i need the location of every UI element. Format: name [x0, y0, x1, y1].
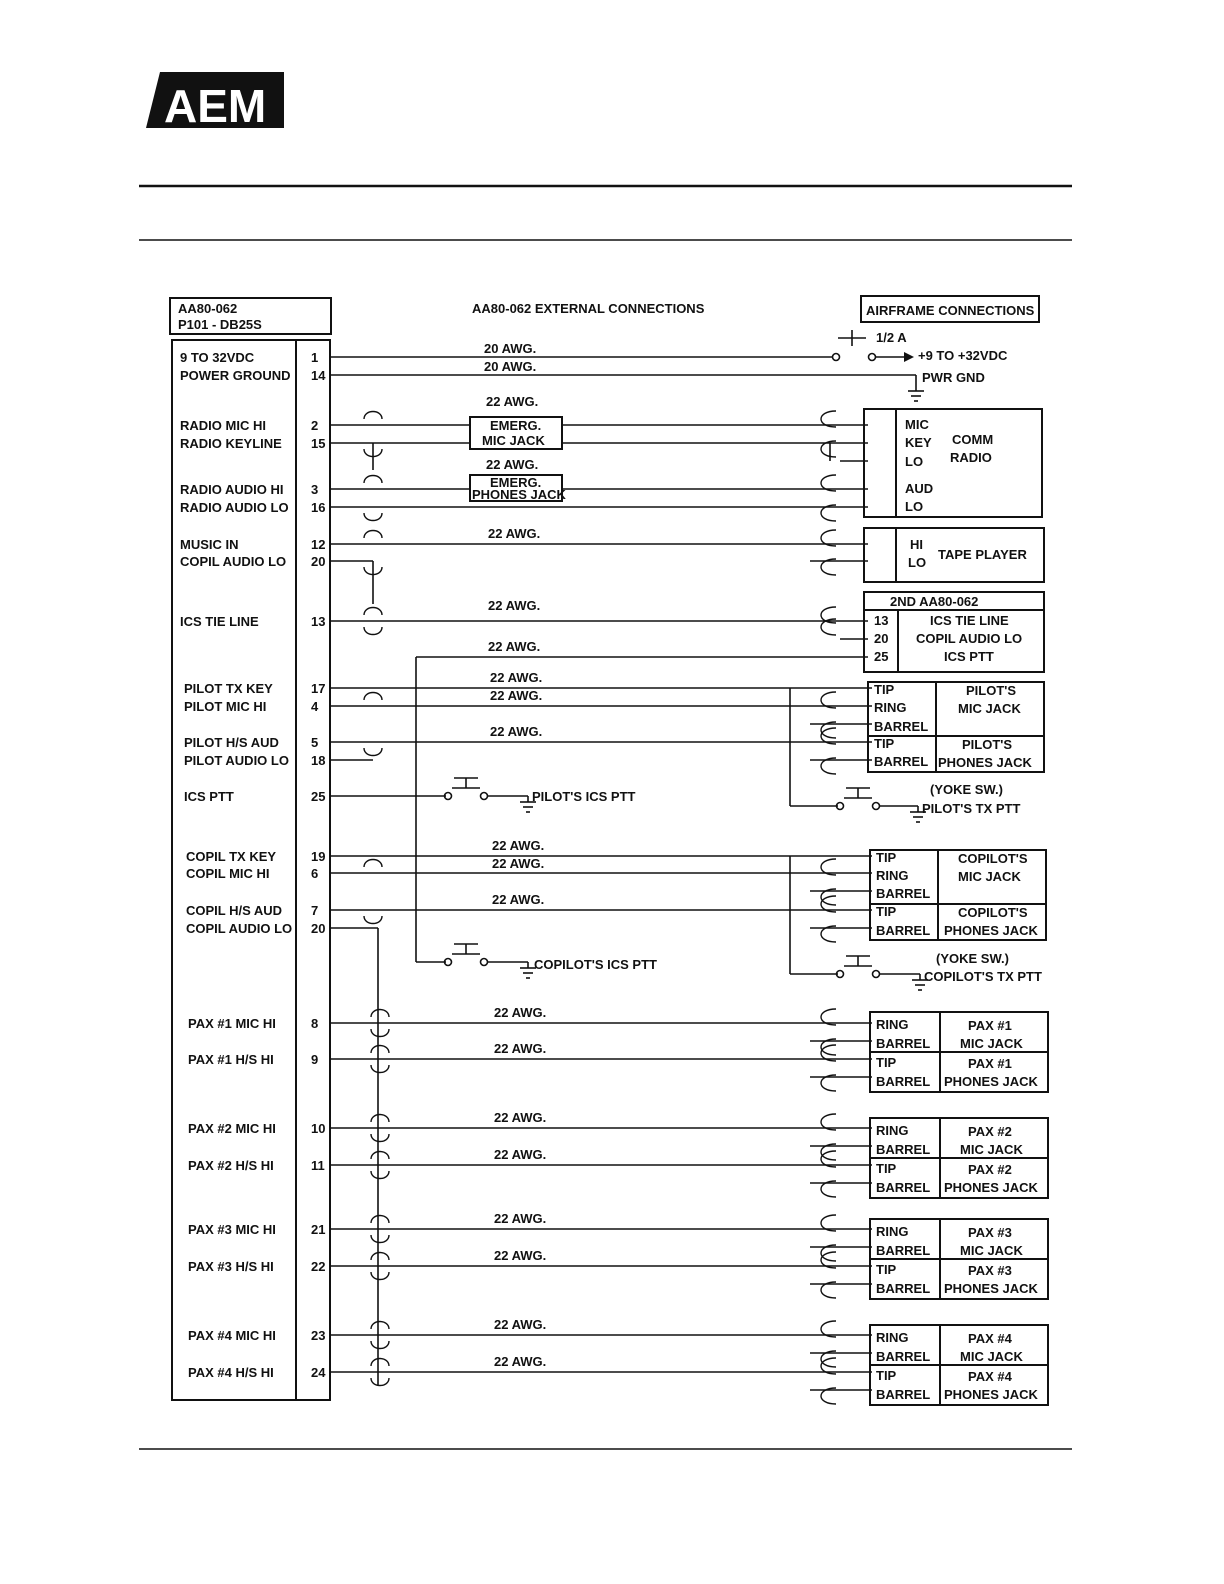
wiring	[330, 330, 1042, 1404]
pax-mic-pin: BARREL	[876, 1349, 931, 1364]
pax-phones-name: PHONES JACK	[944, 1281, 1038, 1296]
shield-right	[821, 1252, 836, 1298]
pax-phones-name: PAX #2	[968, 1162, 1012, 1177]
pax-mic-name: PAX #2	[968, 1124, 1012, 1139]
wire-gauge-label: 22 AWG.	[490, 724, 543, 739]
second-unit-pin: 13	[874, 613, 889, 628]
yoke-switch-copilot-icon	[837, 956, 880, 978]
pin-number: 7	[311, 903, 319, 918]
pin-number: 3	[311, 482, 319, 497]
pin-number: 6	[311, 866, 319, 881]
copilot-mic-pin: RING	[876, 868, 909, 883]
tape-pin: LO	[908, 555, 927, 570]
pin-label: PAX #2 H/S HI	[188, 1158, 274, 1173]
pin-number: 8	[311, 1016, 319, 1031]
tape-player-name: TAPE PLAYER	[938, 547, 1027, 562]
pin-label: PAX #4 H/S HI	[188, 1365, 274, 1380]
comm-radio-name: RADIO	[950, 450, 992, 465]
pin-label: RADIO MIC HI	[180, 418, 266, 433]
pilot-mic-pin: TIP	[874, 682, 895, 697]
pin-number: 4	[311, 699, 319, 714]
shield-right	[821, 530, 836, 575]
emerg-phones-label: EMERG.	[490, 475, 542, 490]
copilot-mic-pin: BARREL	[876, 886, 931, 901]
pilot-phone-name: PHONES JACK	[938, 755, 1032, 770]
airframe-devices	[470, 409, 1048, 1405]
wire-gauge-label: 20 AWG.	[484, 341, 537, 356]
pilot-mic-pin: RING	[874, 700, 907, 715]
pin-number: 22	[311, 1259, 326, 1274]
pin-label: RADIO KEYLINE	[180, 436, 282, 451]
arrow-icon	[904, 352, 914, 362]
shield-radio-audio	[364, 476, 382, 521]
pax-phones-name: PAX #4	[968, 1369, 1012, 1384]
power-out-label: +9 TO +32VDC	[918, 348, 1008, 363]
shield-right	[821, 859, 836, 905]
pax-phone-pin: TIP	[876, 1368, 897, 1383]
pax-mic-name: MIC JACK	[960, 1243, 1023, 1258]
wire-gauge-label: 22 AWG.	[488, 526, 541, 541]
wire-gauge-label: 22 AWG.	[492, 892, 545, 907]
pin-number: 10	[311, 1121, 326, 1136]
tape-pin: HI	[910, 537, 923, 552]
pin-label: PILOT TX KEY	[184, 681, 273, 696]
yoke-sw-label: (YOKE SW.)	[936, 951, 1009, 966]
wire-gauge-label: 22 AWG.	[490, 670, 543, 685]
wire-gauge-label: 22 AWG.	[494, 1211, 547, 1226]
pin-number: 11	[311, 1158, 325, 1173]
pin-label: ICS TIE LINE	[180, 614, 259, 629]
pilot-phone-pin: TIP	[874, 736, 895, 751]
pin-number: 20	[311, 554, 326, 569]
pin-number: 9	[311, 1052, 319, 1067]
connector-title-line-2: P101 - DB25S	[178, 317, 262, 332]
pax-mic-name: PAX #4	[968, 1331, 1012, 1346]
pin-label: RADIO AUDIO HI	[180, 482, 284, 497]
pax-mic-name: MIC JACK	[960, 1349, 1023, 1364]
wire-gauge-label: 22 AWG.	[488, 639, 541, 654]
pin-number: 13	[311, 614, 326, 629]
fuse-rating: 1/2 A	[876, 330, 907, 345]
pin-label: PAX #3 MIC HI	[188, 1222, 276, 1237]
pin-list	[180, 350, 326, 1380]
pin-number: 2	[311, 418, 319, 433]
shield-right	[821, 1215, 836, 1261]
pilot-phone-pin: BARREL	[874, 754, 929, 769]
pax-mic-pin: BARREL	[876, 1036, 931, 1051]
copilot-phone-name: PHONES JACK	[944, 923, 1038, 938]
wire-gauge-label: 22 AWG.	[494, 1248, 547, 1263]
pin-label: MUSIC IN	[180, 537, 239, 552]
wire-gauge-label: 22 AWG.	[494, 1005, 547, 1020]
comm-radio-pin: MIC	[905, 417, 929, 432]
pin-label: PILOT AUDIO LO	[184, 753, 289, 768]
second-unit-label: COPIL AUDIO LO	[916, 631, 1023, 646]
wire-gauge-label: 22 AWG.	[492, 838, 545, 853]
second-unit-label: ICS TIE LINE	[930, 613, 1009, 628]
second-unit-pin: 25	[874, 649, 889, 664]
copilot-tx-ptt-label: COPILOT'S TX PTT	[924, 969, 1042, 984]
pin-number: 17	[311, 681, 326, 696]
pax-phone-pin: BARREL	[876, 1387, 931, 1402]
pax-mic-pin: RING	[876, 1330, 909, 1345]
wire-gauge-label: 22 AWG.	[494, 1354, 547, 1369]
copilot-ics-ptt-switch-icon	[445, 944, 488, 966]
pilot-mic-name: MIC JACK	[958, 701, 1021, 716]
wire-gauge-label: 22 AWG.	[486, 457, 539, 472]
pax-mic-name: PAX #1	[968, 1018, 1012, 1033]
wire-gauge-label: 22 AWG.	[488, 598, 541, 613]
wire-gauge-label: 22 AWG.	[494, 1110, 547, 1125]
shield-right	[821, 1151, 836, 1197]
shield-right	[821, 1358, 836, 1404]
wire-gauge-label: 22 AWG.	[494, 1147, 547, 1162]
pin-label: PAX #1 H/S HI	[188, 1052, 274, 1067]
second-unit-title: 2ND AA80-062	[890, 594, 979, 609]
pin-label: COPIL AUDIO LO	[186, 921, 293, 936]
pin-number: 19	[311, 849, 326, 864]
fuse-contact	[833, 354, 840, 361]
pin-label: POWER GROUND	[180, 368, 291, 383]
pin-label: RADIO AUDIO LO	[180, 500, 289, 515]
pax-phones-name: PHONES JACK	[944, 1180, 1038, 1195]
pin-number: 24	[311, 1365, 326, 1380]
pin-label: PILOT H/S AUD	[184, 735, 279, 750]
logo-text: AEM	[164, 80, 267, 132]
shield-right	[821, 896, 836, 942]
shield-copilot	[364, 860, 382, 924]
yoke-sw-label: (YOKE SW.)	[930, 782, 1003, 797]
pax-phone-pin: BARREL	[876, 1074, 931, 1089]
wire-gauge-label: 22 AWG.	[486, 394, 539, 409]
pilot-tx-ptt-label: PILOT'S TX PTT	[922, 801, 1021, 816]
pin-number: 20	[311, 921, 326, 936]
fuse-contact	[869, 354, 876, 361]
shield-right	[821, 1321, 836, 1367]
pin-label: PILOT MIC HI	[184, 699, 267, 714]
pin-label: COPIL AUDIO LO	[180, 554, 287, 569]
pilot-mic-pin: BARREL	[874, 719, 929, 734]
shield-right	[821, 1114, 836, 1160]
shield-right	[821, 411, 836, 457]
pin-label: 9 TO 32VDC	[180, 350, 255, 365]
comm-radio-pin: KEY	[905, 435, 932, 450]
pax-mic-pin: BARREL	[876, 1243, 931, 1258]
pax-mic-name: PAX #3	[968, 1225, 1012, 1240]
pwr-gnd-icon	[908, 385, 924, 401]
copilot-mic-name: MIC JACK	[958, 869, 1021, 884]
pin-number: 15	[311, 436, 326, 451]
pax-mic-pin: RING	[876, 1224, 909, 1239]
pin-number: 21	[311, 1222, 326, 1237]
comm-radio-pin: LO	[905, 454, 924, 469]
wire-gauge-label: 22 AWG.	[494, 1317, 547, 1332]
pin-number: 5	[311, 735, 319, 750]
second-unit-pin: 20	[874, 631, 889, 646]
comm-radio-pin: LO	[905, 499, 924, 514]
pilot-ics-ptt-switch-icon	[445, 778, 488, 800]
pax-mic-pin: BARREL	[876, 1142, 931, 1157]
wire-gauge-label: 20 AWG.	[484, 359, 537, 374]
pin-number: 18	[311, 753, 326, 768]
pax-phones-name: PHONES JACK	[944, 1074, 1038, 1089]
pax-phone-pin: BARREL	[876, 1180, 931, 1195]
wire-gauge-label: 22 AWG.	[490, 688, 543, 703]
wire-gauge-label: 22 AWG.	[494, 1041, 547, 1056]
pax-phone-pin: TIP	[876, 1262, 897, 1277]
pax-mic-pin: RING	[876, 1123, 909, 1138]
wire-gauge-label: 22 AWG.	[492, 856, 545, 871]
pin-number: 14	[311, 368, 326, 383]
copilot-ics-ptt-label: COPILOT'S ICS PTT	[534, 957, 657, 972]
second-unit-label: ICS PTT	[944, 649, 994, 664]
pilot-phone-name: PILOT'S	[962, 737, 1013, 752]
pwr-gnd-label: PWR GND	[922, 370, 985, 385]
pilot-ics-ptt-label: PILOT'S ICS PTT	[532, 789, 636, 804]
shield-pilot	[364, 693, 382, 756]
emerg-mic-label: MIC JACK	[482, 433, 545, 448]
connector-title-line-1: AA80-062	[178, 301, 238, 316]
pilot-mic-name: PILOT'S	[966, 683, 1017, 698]
comm-radio-pin: AUD	[905, 481, 934, 496]
pin-label: COPIL H/S AUD	[186, 903, 283, 918]
pin-label: PAX #2 MIC HI	[188, 1121, 276, 1136]
aem-logo	[146, 72, 284, 132]
pax-mic-name: MIC JACK	[960, 1142, 1023, 1157]
copilot-phone-pin: TIP	[876, 904, 897, 919]
pax-mic-name: MIC JACK	[960, 1036, 1023, 1051]
pin-label: PAX #4 MIC HI	[188, 1328, 276, 1343]
yoke-switch-pilot-icon	[837, 788, 880, 810]
pax-mic-pin: RING	[876, 1017, 909, 1032]
pin-label: ICS PTT	[184, 789, 234, 804]
emerg-phones-label: PHONES JACK	[472, 487, 566, 502]
pax-phone-pin: TIP	[876, 1055, 897, 1070]
copilot-phone-pin: BARREL	[876, 923, 931, 938]
pin-label: PAX #3 H/S HI	[188, 1259, 274, 1274]
comm-radio-name: COMM	[952, 432, 994, 447]
pin-label: PAX #1 MIC HI	[188, 1016, 276, 1031]
airframe-title: AIRFRAME CONNECTIONS	[866, 303, 1035, 318]
pax-phones-name: PAX #1	[968, 1056, 1012, 1071]
pax-phone-pin: TIP	[876, 1161, 897, 1176]
diagram-title: AA80-062 EXTERNAL CONNECTIONS	[472, 301, 705, 316]
pin-number: 23	[311, 1328, 326, 1343]
copilot-mic-name: COPILOT'S	[958, 851, 1028, 866]
emerg-mic-label: EMERG.	[490, 418, 542, 433]
copilot-mic-pin: TIP	[876, 850, 897, 865]
pax-phone-pin: BARREL	[876, 1281, 931, 1296]
pin-label: COPIL TX KEY	[186, 849, 277, 864]
pin-number: 12	[311, 537, 326, 552]
copilot-phone-name: COPILOT'S	[958, 905, 1028, 920]
shield-right	[821, 475, 836, 521]
pin-number: 16	[311, 500, 326, 515]
pax-phones-name: PAX #3	[968, 1263, 1012, 1278]
pin-number: 1	[311, 350, 319, 365]
pin-number: 25	[311, 789, 326, 804]
pax-phones-name: PHONES JACK	[944, 1387, 1038, 1402]
pin-label: COPIL MIC HI	[186, 866, 270, 881]
